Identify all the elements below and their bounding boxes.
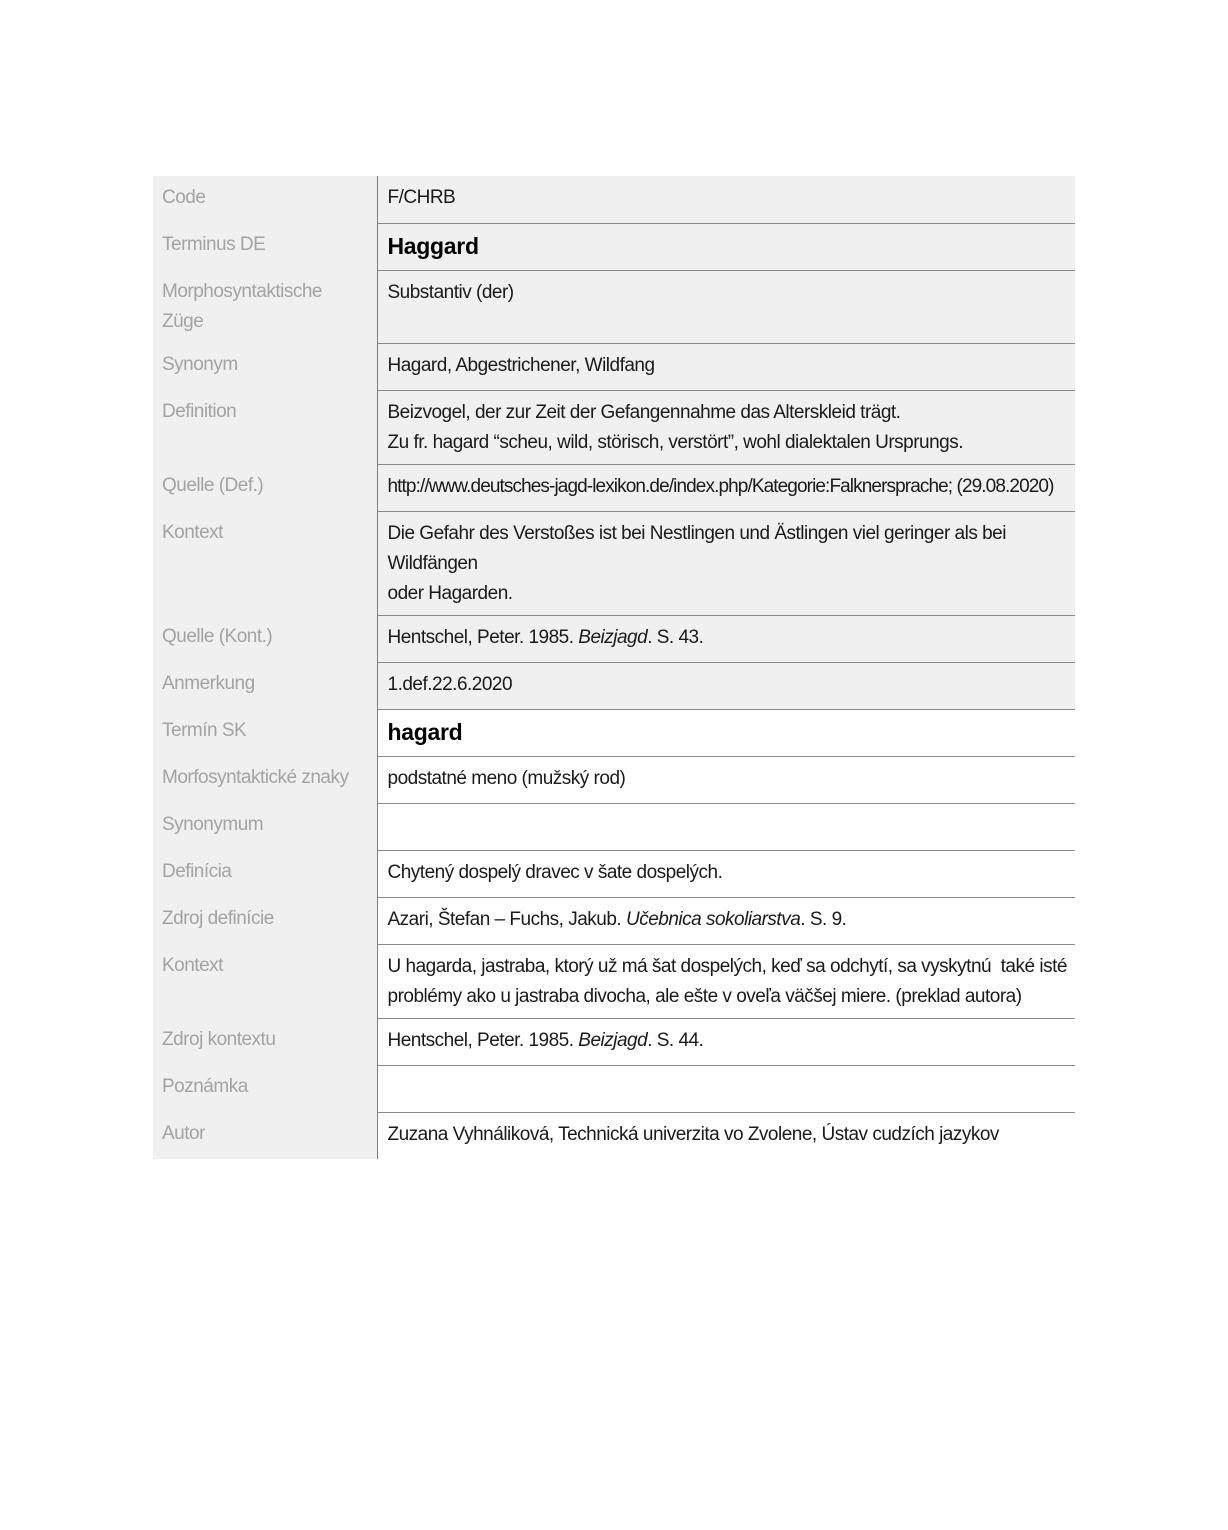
field-value-zdroj-definicie: [377, 897, 1075, 944]
row-autor: [153, 1112, 1075, 1159]
field-value-termin-sk: hagard: [377, 709, 1075, 756]
zdroj-definicie-page: . S. 9.: [800, 908, 847, 930]
row-termin-sk: [153, 709, 1075, 756]
field-label-anmerkung: Anmerkung: [153, 662, 377, 709]
field-label-code: Code: [153, 176, 377, 223]
definition-de-line-1: Beizvogel, der zur Zeit der Gefangennahme das Alterskleid trägt.: [387, 401, 901, 423]
kontext-sk-line-2: problémy ako u jastraba divocha, ale ešte v oveľa väčšej miere. (preklad autora): [387, 985, 1022, 1007]
zdroj-definicie-title: Učebnica sokoliarstva: [625, 908, 801, 930]
field-value-definicia-sk: Chytený dospelý dravec v šate dospelých.: [377, 850, 1075, 897]
field-label-terminus-de: Terminus DE: [153, 223, 377, 270]
quelle-kont-title: Beizjagd: [578, 626, 648, 648]
field-label-definicia-sk: Definícia: [153, 850, 377, 897]
field-value-definition-de: [377, 390, 1075, 464]
field-value-anmerkung: 1.def.22.6.2020: [377, 662, 1075, 709]
field-label-autor: Autor: [153, 1112, 377, 1159]
definition-de-line-2: Zu fr. hagard “scheu, wild, störisch, verstört”, wohl dialektalen Ursprungs.: [387, 431, 964, 453]
field-label-quelle-kont: Quelle (Kont.): [153, 615, 377, 662]
field-label-definition-de: Definition: [153, 390, 377, 464]
field-label-termin-sk: Termín SK: [153, 709, 377, 756]
field-value-kontext-sk: [377, 944, 1075, 1018]
field-value-synonymum-sk: [377, 803, 1075, 850]
field-value-quelle-def: http://www.deutsches-jagd-lexikon.de/index.php/Kategorie:Falknersprache; (29.08.2020): [377, 464, 1075, 511]
row-kontext-sk: [153, 944, 1075, 1018]
row-zdroj-kontextu: [153, 1018, 1075, 1065]
row-code: [153, 176, 1075, 223]
field-label-kontext-sk: Kontext: [153, 944, 377, 1018]
field-label-morphosyntax-sk: Morfosyntaktické znaky: [153, 756, 377, 803]
field-label-zdroj-kontextu: Zdroj kontextu: [153, 1018, 377, 1065]
quelle-kont-author: Hentschel, Peter. 1985.: [387, 626, 579, 648]
field-value-poznamka: [377, 1065, 1075, 1112]
row-poznamka: [153, 1065, 1075, 1112]
row-morphosyntax-de: [153, 270, 1075, 343]
zdroj-kontextu-author: Hentschel, Peter. 1985.: [387, 1029, 579, 1051]
field-label-synonym-de: Synonym: [153, 343, 377, 390]
field-label-poznamka: Poznámka: [153, 1065, 377, 1112]
row-morphosyntax-sk: [153, 756, 1075, 803]
field-label-kontext-de: Kontext: [153, 511, 377, 615]
zdroj-kontextu-title: Beizjagd: [578, 1029, 648, 1051]
field-value-code: F/CHRB: [377, 176, 1075, 223]
row-synonym-de: [153, 343, 1075, 390]
kontext-de-line-2: oder Hagarden.: [387, 582, 513, 604]
field-value-terminus-de: Haggard: [377, 223, 1075, 270]
field-label-zdroj-definicie: Zdroj definície: [153, 897, 377, 944]
row-synonymum-sk: [153, 803, 1075, 850]
field-value-kontext-de: [377, 511, 1075, 615]
row-definicia-sk: [153, 850, 1075, 897]
zdroj-definicie-authors: Azari, Štefan – Fuchs, Jakub.: [387, 908, 626, 930]
zdroj-kontextu-page: . S. 44.: [647, 1029, 704, 1051]
row-definition-de: [153, 390, 1075, 464]
field-value-morphosyntax-de: Substantiv (der): [377, 270, 1075, 343]
row-terminus-de: [153, 223, 1075, 270]
field-value-autor: Zuzana Vyhnáliková, Technická univerzita vo Zvolene, Ústav cudzích jazykov: [377, 1112, 1075, 1159]
kontext-de-line-1: Die Gefahr des Verstoßes ist bei Nestlingen und Ästlingen viel geringer als bei Wildfängen: [387, 522, 1006, 574]
kontext-sk-line-1: U hagarda, jastraba, ktorý už má šat dospelých, keď sa odchytí, sa vyskytnú také isté: [387, 955, 1067, 977]
row-zdroj-definicie: [153, 897, 1075, 944]
field-value-synonym-de: Hagard, Abgestrichener, Wildfang: [377, 343, 1075, 390]
row-quelle-def: [153, 464, 1075, 511]
row-kontext-de: [153, 511, 1075, 615]
row-quelle-kont: [153, 615, 1075, 662]
field-label-morphosyntax-de: Morphosyntaktische Züge: [153, 270, 377, 343]
field-value-zdroj-kontextu: [377, 1018, 1075, 1065]
field-value-quelle-kont: [377, 615, 1075, 662]
row-anmerkung: [153, 662, 1075, 709]
quelle-kont-page: . S. 43.: [647, 626, 704, 648]
terminology-entry-table: [153, 176, 1075, 1159]
field-value-morphosyntax-sk: podstatné meno (mužský rod): [377, 756, 1075, 803]
field-label-quelle-def: Quelle (Def.): [153, 464, 377, 511]
field-label-synonymum-sk: Synonymum: [153, 803, 377, 850]
